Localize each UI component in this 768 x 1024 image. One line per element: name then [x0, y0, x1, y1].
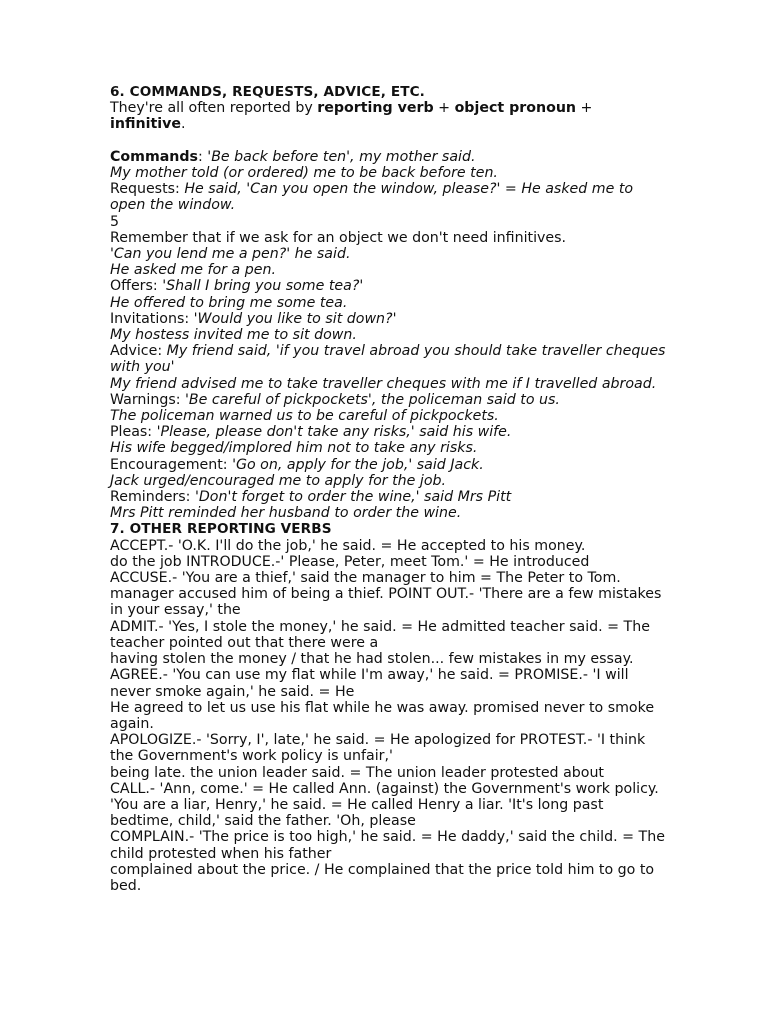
- verbs-line: do the job INTRODUCE.-' Please, Peter, meet Tom.' = He introduced: [110, 553, 590, 570]
- blank-line: [110, 133, 668, 149]
- reminders-label: Reminders:: [110, 489, 195, 506]
- reminders-reported: Mrs Pitt reminded her husband to order the wine.: [110, 505, 462, 522]
- advice-example: [110, 343, 668, 375]
- requests-quote: He said, 'Can you open the window, please?' = He asked me to open the window.: [110, 181, 634, 214]
- reminders-quote: 'Don't forget to order the wine,' said Mrs Pitt: [194, 489, 512, 506]
- offers-quote: 'Shall I bring you some tea?': [162, 278, 364, 295]
- invitations-quote: 'Would you like to sit down?': [193, 310, 397, 327]
- verbs-line: ADMIT.- 'Yes, I stole the money,' he said. = He admitted teacher said. = The teacher pointed out that there were a: [110, 618, 650, 651]
- offers-example: [110, 278, 668, 294]
- pleas-reported: His wife begged/implored him not to take any risks.: [110, 440, 478, 457]
- intro-plus: +: [576, 100, 593, 117]
- intro-period: .: [180, 116, 186, 133]
- reminders-example: [110, 489, 668, 505]
- pleas-label: Pleas:: [110, 424, 157, 441]
- requests-label: Requests:: [110, 181, 185, 198]
- verbs-line: ACCUSE.- 'You are a thief,' said the manager to him = The Peter to Tom. manager accused him of being a thief. POINT OUT.- 'There are a few mistakes in your essay,' the: [110, 570, 662, 619]
- commands-colon: :: [198, 148, 208, 165]
- advice-reported: My friend advised me to take traveller cheques with me if I travelled abroad.: [110, 375, 657, 392]
- verbs-line: being late. the union leader said. = The union leader protested about: [110, 764, 604, 781]
- pleas-example: [110, 424, 668, 440]
- verbs-line: COMPLAIN.- 'The price is too high,' he said. = He daddy,' said the child. = The child protested when his father: [110, 829, 665, 862]
- verbs-line: ACCEPT.- 'O.K. I'll do the job,' he said. = He accepted to his money.: [110, 537, 586, 554]
- verbs-line: having stolen the money / that he had stolen... few mistakes in my essay.: [110, 651, 634, 668]
- advice-quote: My friend said, 'if you travel abroad you should take traveller cheques with you': [110, 343, 666, 376]
- verbs-line: 'You are a liar, Henry,' he said. = He called Henry a liar. 'It's long past bedtime, child,' said the father. 'Oh, please: [110, 796, 604, 830]
- intro-plus: +: [433, 100, 455, 117]
- commands-label: Commands: [110, 148, 198, 165]
- invitations-label: Invitations:: [110, 310, 194, 327]
- verbs-line: APOLOGIZE.- 'Sorry, I', late,' he said. = He apologized for PROTEST.- 'I think the Government's work policy is unfair,': [110, 732, 646, 765]
- advice-label: Advice:: [110, 343, 167, 360]
- commands-example: [110, 149, 668, 165]
- intro-object-pronoun: object pronoun: [454, 100, 577, 117]
- warnings-quote: 'Be careful of pickpockets', the policeman said to us.: [185, 391, 560, 408]
- encouragement-quote: 'Go on, apply for the job,' said Jack.: [232, 456, 484, 473]
- invitations-example: [110, 311, 668, 327]
- verbs-line: He agreed to let us use his flat while he was away. promised never to smoke again.: [110, 699, 655, 732]
- page-number: 5: [110, 213, 120, 230]
- requests-example-reported: He asked me for a pen.: [110, 262, 276, 279]
- commands-reported: My mother told (or ordered) me to be back before ten.: [110, 165, 498, 181]
- encouragement-reported: Jack urged/encouraged me to apply for the job.: [110, 472, 447, 489]
- warnings-label: Warnings:: [110, 391, 186, 408]
- pleas-quote: 'Please, please don't take any risks,' said his wife.: [156, 424, 512, 441]
- invitations-reported: My hostess invited me to sit down.: [110, 327, 357, 344]
- verbs-line: complained about the price. / He complained that the price told him to go to bed.: [110, 861, 655, 894]
- offers-label: Offers:: [110, 278, 163, 295]
- commands-quote: 'Be back before ten', my mother said.: [207, 148, 476, 165]
- intro-text: They're all often reported by: [110, 100, 318, 117]
- section-6-heading: 6. COMMANDS, REQUESTS, ADVICE, ETC.: [110, 84, 425, 100]
- section-6-intro: [110, 100, 668, 132]
- encouragement-example: [110, 457, 668, 473]
- section-7-heading: 7. OTHER REPORTING VERBS: [110, 521, 332, 538]
- requests-note: Remember that if we ask for an object we don't need infinitives.: [110, 229, 567, 246]
- warnings-example: [110, 392, 668, 408]
- intro-infinitive: infinitive: [110, 116, 181, 133]
- verbs-line: CALL.- 'Ann, come.' = He called Ann. (against) the Government's work policy.: [110, 780, 659, 797]
- warnings-reported: The policeman warned us to be careful of pickpockets.: [110, 408, 499, 425]
- requests-example: [110, 181, 668, 213]
- intro-reporting-verb: reporting verb: [317, 100, 434, 117]
- offers-reported: He offered to bring me some tea.: [110, 294, 348, 311]
- verbs-line: AGREE.- 'You can use my flat while I'm away,' he said. = PROMISE.- 'I will never smoke again,' he said. = He: [110, 667, 629, 700]
- requests-example-quote: 'Can you lend me a pen?' he said.: [110, 246, 351, 263]
- encouragement-label: Encouragement:: [110, 456, 233, 473]
